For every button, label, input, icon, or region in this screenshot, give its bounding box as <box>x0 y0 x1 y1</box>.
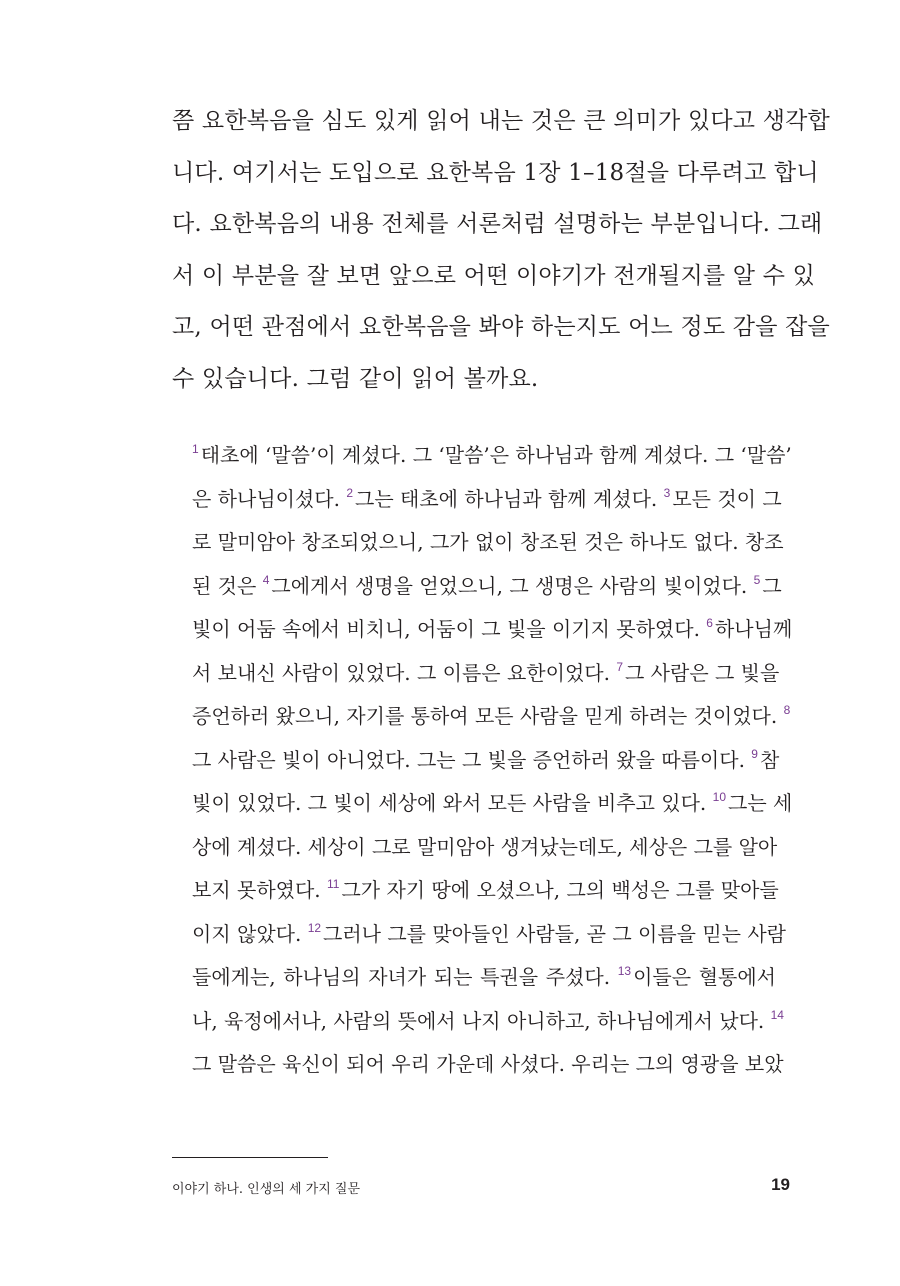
verse-number: 7 <box>616 659 623 674</box>
scripture-line <box>192 826 776 870</box>
verse-number: 5 <box>753 572 761 587</box>
verse-number: 13 <box>617 964 632 978</box>
verse-text: 모든 것이 그 <box>672 486 782 511</box>
verse-text: 그가 자기 땅에 오셨으나, 그의 백성은 그를 맞아들 <box>341 878 779 902</box>
verse-number: 11 <box>327 877 340 891</box>
verse-text: 그 말씀은 육신이 되어 우리 가운데 사셨다. 우리는 그의 영광을 보았 <box>192 1052 784 1076</box>
scripture-line <box>192 739 780 783</box>
verse-text: 나, 육정에서나, 사람의 뜻에서 나지 아니하고, 하나님에게서 났다. <box>192 1008 765 1033</box>
verse-text: 그 <box>762 573 782 598</box>
intro-paragraph <box>172 96 830 405</box>
verse-number: 6 <box>706 616 713 630</box>
scripture-line <box>192 782 793 826</box>
verse-text: 증언하러 왔으니, 자기를 통하여 모든 사람을 믿게 하려는 것이었다. <box>192 704 778 728</box>
verse-text: 참 <box>759 747 780 772</box>
verse-text: 된 것은 <box>192 573 257 598</box>
intro-line: 니다. 여기서는 도입으로 요한복음 1장 1–18절을 다루려고 합니 <box>172 159 819 186</box>
verse-text: 은 하나님이셨다. <box>192 486 340 511</box>
verse-text: 빛이 어둠 속에서 비치니, 어둠이 그 빛을 이기지 못하였다. <box>192 617 700 641</box>
verse-text: 들에게는, 하나님의 자녀가 되는 특권을 주셨다. <box>192 965 611 989</box>
scripture-line <box>192 1043 784 1087</box>
verse-text: 로 말미암아 창조되었으니, 그가 없이 창조된 것은 하나도 없다. 창조 <box>192 530 784 554</box>
scripture-line <box>192 956 776 1000</box>
footer-divider <box>172 1157 328 1158</box>
verse-number: 10 <box>712 790 727 804</box>
intro-line: 서 이 부분을 잘 보면 앞으로 어떤 이야기가 전개될지를 알 수 있 <box>172 262 816 289</box>
verse-text: 이지 않았다. <box>192 921 302 946</box>
scripture-line <box>192 434 792 478</box>
page-number: 19 <box>771 1175 790 1194</box>
intro-line: 고, 어떤 관점에서 요한복음을 봐야 하는지도 어느 정도 감을 잡을 <box>172 314 830 340</box>
verse-text: 보지 못하였다. <box>192 878 321 902</box>
verse-number: 9 <box>751 746 758 761</box>
scripture-line <box>192 608 793 652</box>
verse-text: 빛이 있었다. 그 빛이 세상에 와서 모든 사람을 비추고 있다. <box>192 791 707 815</box>
verse-text: 그러나 그를 맞아들인 사람들, 곧 그 이름을 믿는 사람 <box>323 921 786 946</box>
scripture-line <box>192 565 782 609</box>
verse-number: 1 <box>192 442 199 456</box>
scripture-line <box>192 695 791 739</box>
running-footer-title: 이야기 하나. 인생의 세 가지 질문 <box>172 1182 361 1197</box>
verse-number: 3 <box>663 485 671 500</box>
verse-text: 그 사람은 빛이 아니었다. 그는 그 빛을 증언하러 왔을 따름이다. <box>192 747 745 772</box>
scripture-line <box>192 1000 784 1044</box>
verse-number: 12 <box>307 920 322 935</box>
scripture-line <box>192 652 780 696</box>
verse-text: 하나님께 <box>714 617 793 641</box>
verse-text: 그 사람은 그 빛을 <box>625 660 780 685</box>
intro-line: 쯤 요한복음을 심도 있게 읽어 내는 것은 큰 의미가 있다고 생각합 <box>172 108 830 134</box>
verse-text: 서 보내신 사람이 있었다. 그 이름은 요한이었다. <box>192 660 610 685</box>
scripture-line <box>192 869 779 913</box>
verse-number: 4 <box>262 572 270 587</box>
verse-text: 그는 태초에 하나님과 함께 계셨다. <box>355 486 658 511</box>
verse-number: 14 <box>770 1007 784 1022</box>
verse-text: 그에게서 생명을 얻었으니, 그 생명은 사람의 빛이었다. <box>271 573 748 598</box>
verse-text: 상에 계셨다. 세상이 그로 말미암아 생겨났는데도, 세상은 그를 알아 <box>192 834 778 859</box>
verse-text: 그는 세 <box>728 791 793 815</box>
verse-text: 태초에 ‘말씀’이 계셨다. 그 ‘말씀’은 하나님과 함께 계셨다. 그 ‘말씀’ <box>200 443 792 467</box>
verse-number: 8 <box>783 703 791 717</box>
scripture-line <box>192 478 782 522</box>
verse-number: 2 <box>346 485 354 500</box>
scripture-line <box>192 913 786 957</box>
scripture-passage <box>192 434 793 1087</box>
intro-line: 다. 요한복음의 내용 전체를 서론처럼 설명하는 부분입니다. 그래 <box>172 211 823 237</box>
intro-line: 수 있습니다. 그럼 같이 읽어 볼까요. <box>172 365 539 392</box>
scripture-line <box>192 521 784 565</box>
verse-text: 이들은 혈통에서 <box>633 965 776 989</box>
